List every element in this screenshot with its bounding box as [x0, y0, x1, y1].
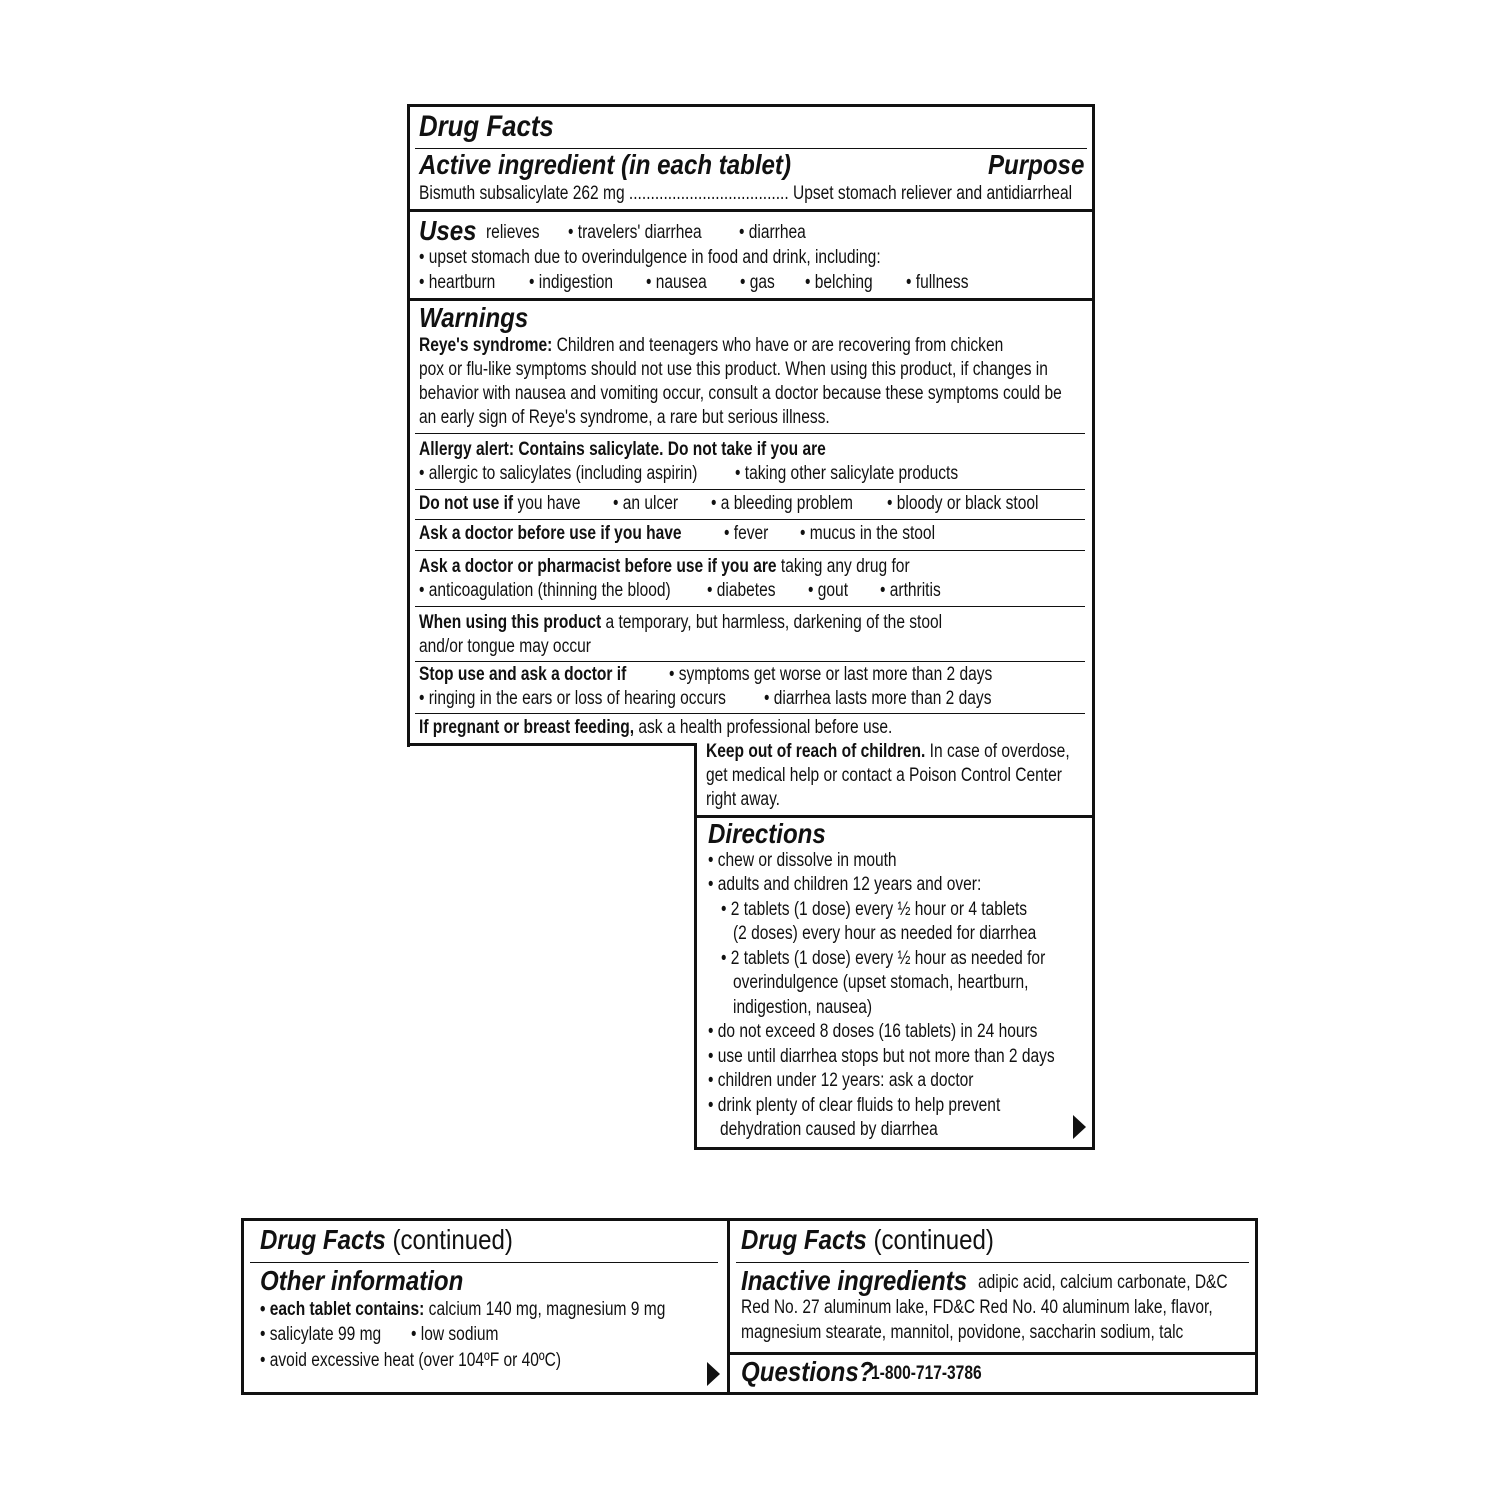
drug-facts-title: Drug Facts: [419, 110, 554, 143]
pregnancy-warning: If pregnant or breast feeding, ask a health professional before use.: [419, 717, 893, 738]
rule-after-uses: [407, 298, 1095, 301]
do-not-use-bullet: • bloody or black stool: [887, 493, 1039, 514]
do-not-use-bullet: • a bleeding problem: [711, 493, 853, 514]
stop-use-bullet: • symptoms get worse or last more than 2 days: [669, 664, 993, 685]
directions-line: indigestion, nausea): [733, 997, 873, 1018]
uses-bullet: • travelers' diarrhea: [568, 222, 702, 243]
inactive-ingredients-heading: Inactive ingredients: [741, 1265, 968, 1296]
keep-line-2: get medical help or contact a Poison Control Center: [706, 765, 1062, 786]
uses-bullet: • fullness: [906, 272, 969, 293]
rule-after-stop: [415, 713, 1085, 714]
other-info-line: • each tablet contains: calcium 140 mg, magnesium 9 mg: [260, 1299, 666, 1320]
directions-line: dehydration caused by diarrhea: [720, 1119, 938, 1140]
rule-before-questions: [729, 1352, 1258, 1355]
right-continued-title: Drug Facts (continued): [741, 1224, 994, 1255]
continue-arrow-icon: [707, 1362, 720, 1386]
do-not-use: Do not use if you have: [419, 493, 581, 514]
directions-heading: Directions: [708, 818, 826, 849]
purpose-heading: Purpose: [988, 149, 1085, 180]
allergy-bullet: • taking other salicylate products: [735, 463, 959, 484]
directions-line: overindulgence (upset stomach, heartburn,: [733, 972, 1029, 993]
uses-bullet: • diarrhea: [739, 222, 806, 243]
rule-after-askdoc: [415, 550, 1085, 551]
ask-pharmacist-bullet: • arthritis: [880, 580, 941, 601]
uses-line-2: • upset stomach due to overindulgence in food and drink, including:: [419, 247, 881, 268]
stop-use: Stop use and ask a doctor if: [419, 664, 627, 685]
directions-line: • adults and children 12 years and over:: [708, 874, 982, 895]
allergy-alert: Allergy alert: Contains salicylate. Do not take if you are: [419, 439, 826, 460]
directions-line: • drink plenty of clear fluids to help prevent: [708, 1095, 1001, 1116]
reyes-line-2: pox or flu-like symptoms should not use this product. When using this product, if changes in: [419, 359, 1048, 380]
inactive-line: Red No. 27 aluminum lake, FD&C Red No. 40 aluminum lake, flavor,: [741, 1297, 1213, 1318]
rule-after-askpharm: [415, 606, 1085, 607]
directions-line: • 2 tablets (1 dose) every ½ hour as needed for: [721, 948, 1046, 969]
ask-doctor-bullet: • fever: [724, 523, 769, 544]
rule-after-active: [407, 209, 1095, 212]
questions-phone: 1-800-717-3786: [871, 1363, 982, 1384]
inactive-line: magnesium stearate, mannitol, povidone, saccharin sodium, talc: [741, 1322, 1184, 1343]
ask-doctor: Ask a doctor before use if you have: [419, 523, 682, 544]
uses-bullet: • nausea: [646, 272, 707, 293]
uses-bullet: • indigestion: [529, 272, 614, 293]
rule-after-reyes: [415, 433, 1085, 434]
panel-corner-bottom: [407, 743, 698, 746]
other-information-heading: Other information: [260, 1265, 464, 1296]
ask-pharmacist-bullet: • gout: [808, 580, 849, 601]
other-info-line: • low sodium: [411, 1324, 499, 1345]
stop-use-bullet: • ringing in the ears or loss of hearing occurs: [419, 688, 726, 709]
uses-bullet: • heartburn: [419, 272, 496, 293]
directions-line: • chew or dissolve in mouth: [708, 850, 897, 871]
reyes-line-1: Reye's syndrome: Children and teenagers who have or are recovering from chicken: [419, 335, 1004, 356]
uses-bullet: • gas: [740, 272, 775, 293]
ask-pharmacist-bullet: • anticoagulation (thinning the blood): [419, 580, 671, 601]
directions-line: • children under 12 years: ask a doctor: [708, 1070, 974, 1091]
other-info-line: • salicylate 99 mg: [260, 1324, 382, 1345]
ask-pharmacist-bullet: • diabetes: [707, 580, 776, 601]
ask-doctor-bullet: • mucus in the stool: [800, 523, 936, 544]
uses-relieves: relieves: [486, 222, 540, 243]
left-continued-title: Drug Facts (continued): [260, 1224, 513, 1255]
uses-bullet: • belching: [805, 272, 873, 293]
other-info-line: • avoid excessive heat (over 104ºF or 40ºC): [260, 1350, 562, 1371]
directions-line: • use until diarrhea stops but not more than 2 days: [708, 1046, 1055, 1067]
keep-out-of-reach: Keep out of reach of children. In case of overdose,: [706, 741, 1070, 762]
continue-arrow-icon: [1073, 1115, 1086, 1139]
stop-use-bullet: • diarrhea lasts more than 2 days: [764, 688, 992, 709]
directions-line: (2 doses) every hour as needed for diarrhea: [733, 923, 1037, 944]
reyes-line-4: an early sign of Reye's syndrome, a rare but serious illness.: [419, 407, 830, 428]
active-ingredient-line: Bismuth subsalicylate 262 mg ..................................... Upset stomach reliever and antidiarrheal: [419, 183, 1073, 204]
when-using: When using this product a temporary, but harmless, darkening of the stool: [419, 612, 943, 633]
rule-after-donot: [415, 519, 1085, 520]
left-title-rule: [250, 1262, 718, 1263]
right-title-rule: [736, 1262, 1249, 1263]
allergy-bullet: • allergic to salicylates (including aspirin): [419, 463, 698, 484]
uses-heading: Uses: [419, 215, 477, 246]
directions-line: • 2 tablets (1 dose) every ½ hour or 4 tablets: [721, 899, 1028, 920]
rule-after-when: [415, 661, 1085, 662]
directions-line: • do not exceed 8 doses (16 tablets) in 24 hours: [708, 1021, 1038, 1042]
questions-heading: Questions?: [741, 1356, 874, 1387]
ask-pharmacist: Ask a doctor or pharmacist before use if you are taking any drug for: [419, 556, 910, 577]
warnings-heading: Warnings: [419, 302, 529, 333]
keep-line-3: right away.: [706, 789, 781, 810]
reyes-line-3: behavior with nausea and vomiting occur, consult a doctor because these symptoms could be: [419, 383, 1062, 404]
continued-column-divider: [727, 1218, 730, 1395]
rule-after-allergy: [415, 489, 1085, 490]
inactive-line: adipic acid, calcium carbonate, D&C: [978, 1272, 1228, 1293]
active-ingredient-heading: Active ingredient (in each tablet): [419, 149, 791, 180]
do-not-use-bullet: • an ulcer: [613, 493, 679, 514]
when-using-line-2: and/or tongue may occur: [419, 636, 591, 657]
